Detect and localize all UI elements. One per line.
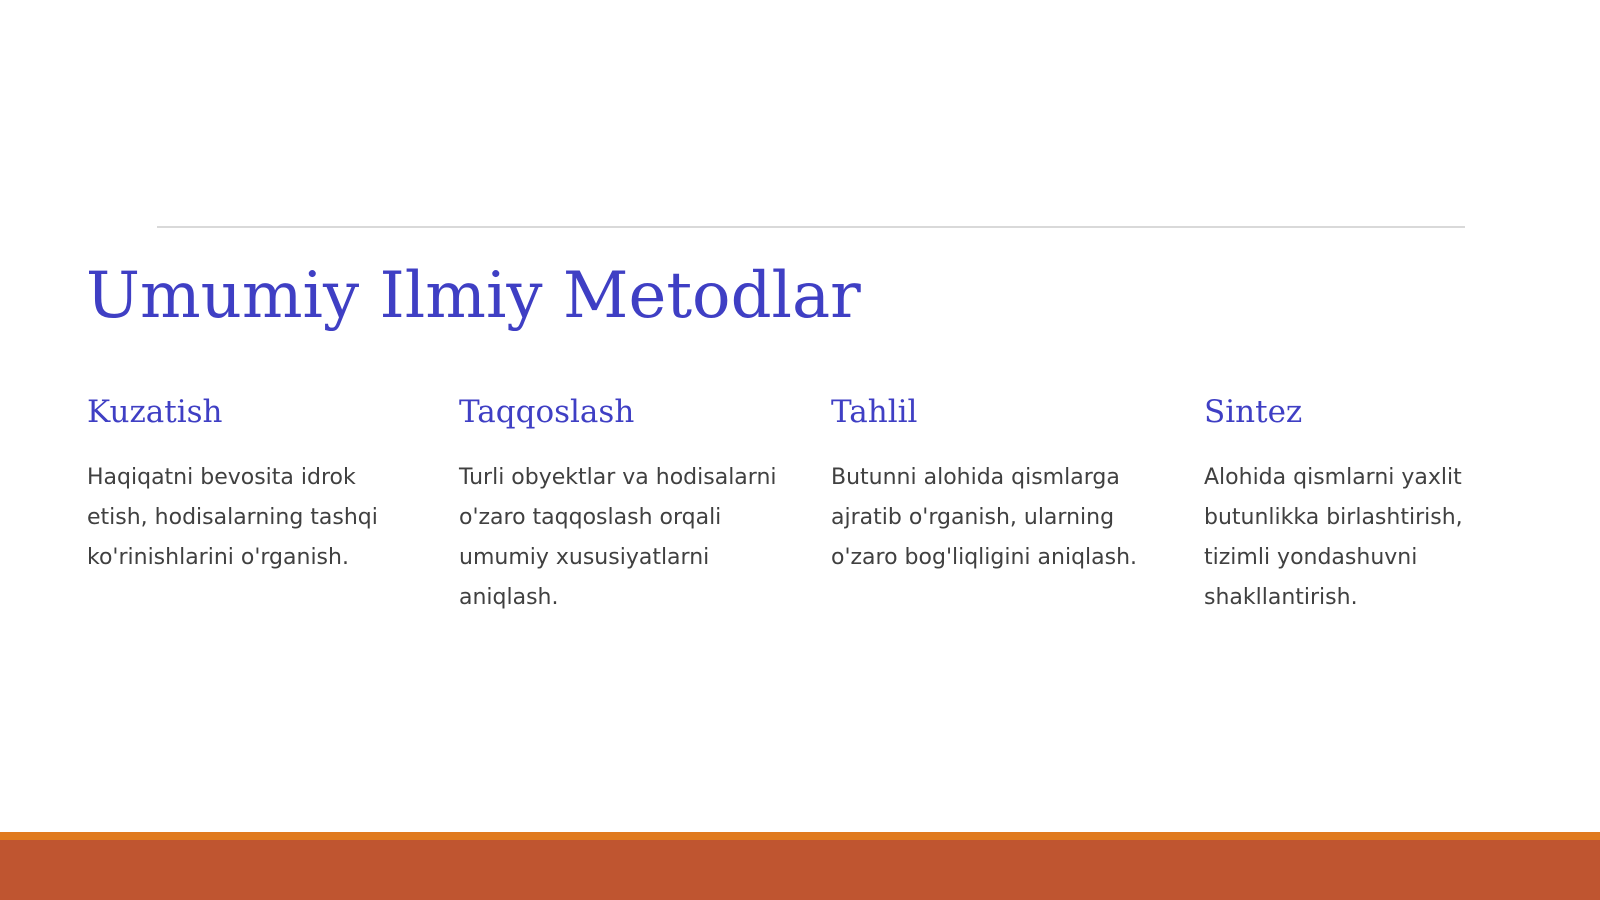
column-text: Haqiqatni bevosita idrok etish, hodisalarning tashqi ko'rinishlarini o'rganish. xyxy=(87,465,378,570)
column-kuzatish xyxy=(87,392,407,578)
column-heading: Tahlil xyxy=(831,394,918,430)
column-text: Turli obyektlar va hodisalarni o'zaro taqqoslash orqali umumiy xususiyatlarni aniqlash. xyxy=(459,465,777,610)
column-taqqoslash xyxy=(459,392,779,618)
column-text: Alohida qismlarni yaxlit butunlikka birlashtirish, tizimli yondashuvni shakllantirish. xyxy=(1204,465,1463,610)
column-heading: Sintez xyxy=(1204,394,1303,430)
column-text: Butunni alohida qismlarga ajratib o'rganish, ularning o'zaro bog'liqligini aniqlash. xyxy=(831,465,1138,570)
column-heading: Kuzatish xyxy=(87,394,223,430)
bottom-bar-accent-stripe xyxy=(0,832,1600,840)
title-divider xyxy=(157,226,1465,228)
bottom-decorative-bar xyxy=(0,832,1600,900)
column-sintez xyxy=(1204,392,1524,618)
column-tahlil xyxy=(831,392,1151,578)
column-heading: Taqqoslash xyxy=(459,394,635,430)
bottom-bar-main-band xyxy=(0,840,1600,900)
slide-title: Umumiy Ilmiy Metodlar xyxy=(86,259,861,333)
